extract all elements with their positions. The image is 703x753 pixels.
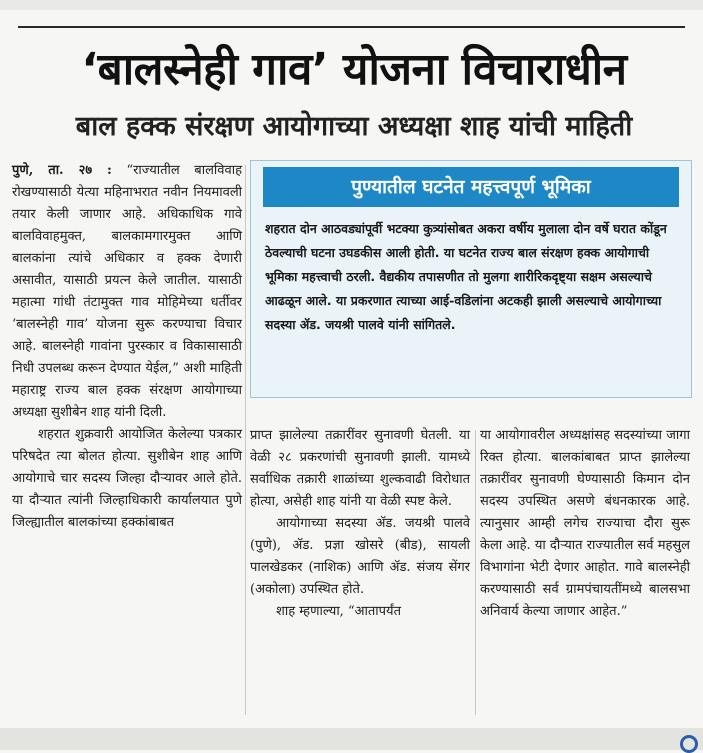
article-paragraph: या आयोगावरील अध्यक्षांसह सदस्यांच्या जागा रिक्त होत्या. बालकांबाबत प्राप्त झालेल्या तक्रारींवर सुनावणी घेण्यासाठी किमान दोन सदस्य उपस्थित असणे बंधनकारक आहे. त्यानुसार आम्ही लगेच राज्याचा दौरा सुरू केला आहे. या दौऱ्यात राज्यातील सर्व महसुल विभागांना भेटी देणार आहोत. गावे बालस्नेही करण्यासाठी सर्व ग्रामपंचायतींमध्ये बालसभा अनिवार्य केल्या जाणार आहेत.” bbox=[480, 428, 690, 619]
article-paragraph: शाह म्हणाल्या, “आतापर्यंत bbox=[276, 604, 401, 619]
article-paragraph: आयोगाच्या सदस्या ॲड. जयश्री पालवे (पुणे), ॲड. प्रज्ञा खोसरे (बीड), सायली पालखेडकर (नाशिक) आणि ॲड. संजय सेंगर (अकोला) उपस्थित होते. bbox=[250, 516, 470, 597]
column-divider bbox=[245, 165, 246, 715]
sidebar-title: पुण्यातील घटनेत महत्त्वपूर्ण भूमिका bbox=[263, 167, 679, 207]
publisher-logo-icon bbox=[680, 735, 698, 753]
header-divider bbox=[18, 26, 685, 28]
article-column-2 bbox=[250, 425, 470, 715]
article-paragraph: प्राप्त झालेल्या तक्रारींवर सुनावणी घेतली. या वेळी २८ प्रकरणांची सुनावणी झाली. यामध्ये सर्वाधिक तक्रारी शाळांच्या शुल्कवाढी विरोधात होत्या, असेही शाह यांनी या वेळी स्पष्ट केले. bbox=[250, 428, 470, 509]
next-article-strip bbox=[0, 728, 703, 750]
article-paragraph: शहरात शुक्रवारी आयोजित केलेल्या पत्रकार परिषदेत त्या बोलत होत्या. सुशीबेन शाह आणि आयोगाचे चार सदस्य जिल्हा दौऱ्यावर आले होते. या दौऱ्यात त्यांनी जिल्हाधिकारी कार्यालयात पुणे जिल्ह्यातील बालकांच्या हक्कांबाबत bbox=[12, 427, 242, 530]
sidebar-box bbox=[250, 160, 692, 398]
article-column-1 bbox=[12, 160, 242, 720]
column-divider bbox=[475, 430, 476, 715]
article-subheadline: बाल हक्क संरक्षण आयोगाच्या अध्यक्षा शाह यांची माहिती bbox=[75, 111, 633, 142]
article-paragraph bbox=[12, 160, 242, 424]
dateline: पुणे, ता. २७ : bbox=[12, 163, 112, 178]
sidebar-body: शहरात दोन आठवड्यांपूर्वी भटक्या कुत्र्यांसोबत अकरा वर्षीय मुलाला दोन वर्षे घरात कोंडून ठेवल्याची घटना उघडकीस आली होती. या घटनेत राज्य बाल संरक्षण हक्क आयोगाची भूमिका महत्त्वाची ठरली. वैद्यकीय तपासणीत तो मुलगा शारीरिकदृष्ट्या सक्षम असल्याचे आढळून आले. या प्रकरणात त्याच्या आई-वडिलांना अटकही झाली असल्याचे आयोगाच्या सदस्या ॲड. जयश्री पालवे यांनी सांगितले. bbox=[265, 221, 667, 332]
previous-article-strip bbox=[0, 0, 703, 10]
article-column-3 bbox=[480, 425, 690, 715]
page-title: ‘बालस्नेही गाव’ योजना विचाराधीन bbox=[81, 44, 627, 95]
article-text: “राज्यातील बालविवाह रोखण्यासाठी येत्या महिनाभरात नवीन नियमावली तयार केली जाणार आहे. अधिकाधिक गावे बालविवाहमुक्त, बालकामगारमुक्त आणि बालकांना त्यांचे अधिकार व हक्क देणारी असावीत, यासाठी प्रयत्न केले जातील. यासाठी महात्मा गांधी तंटामुक्त गाव मोहिमेच्या धर्तीवर ‘बालस्नेही गाव’ योजना सुरू करण्याचा विचार आहे. बालस्नेही गावांना पुरस्कार व विकासासाठी निधी उपलब्ध करून देण्यात येईल,” अशी माहिती महाराष्ट्र राज्य बाल हक्क संरक्षण आयोगाच्या अध्यक्षा सुशीबेन शाह यांनी दिली. bbox=[12, 163, 242, 420]
